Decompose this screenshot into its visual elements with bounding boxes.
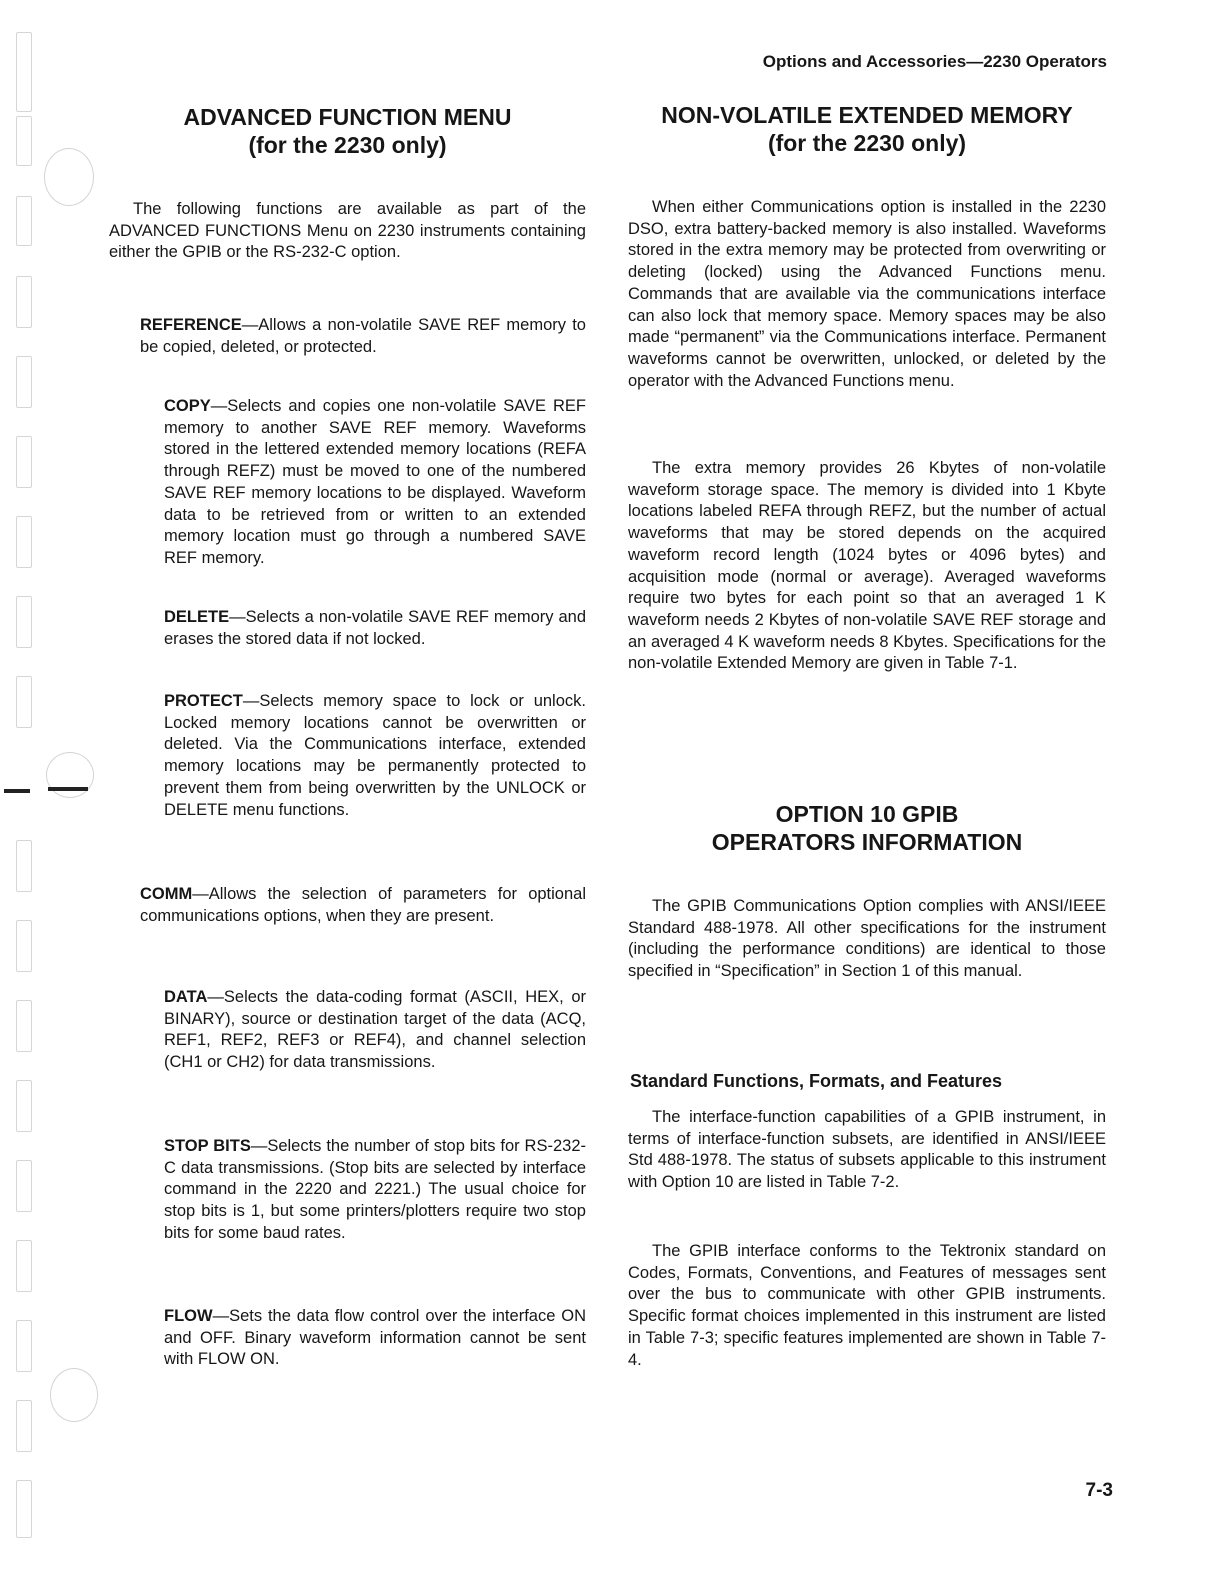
punch-hole bbox=[50, 1368, 98, 1422]
margin-mark bbox=[4, 789, 30, 793]
punch-hole bbox=[46, 752, 94, 798]
binder-tab bbox=[16, 840, 32, 892]
binder-tab bbox=[16, 276, 32, 328]
copy-entry: COPY—Selects and copies one non-volatile SAVE REF memory to another SAVE REF memory. Waveforms stored in the lettered extended memory locations (REFA through REFZ) must be moved to one of the numbered SAVE REF memory locations to be displayed. Waveform data to be retrieved from or written to an extended memory location must go through a numbered SAVE REF memory. bbox=[164, 397, 586, 567]
binder-tab bbox=[16, 1240, 32, 1292]
protect-entry: PROTECT—Selects memory space to lock or unlock. Locked memory locations cannot be overwritten or deleted. Via the Communications interface, extended memory locations may be permanently protected to prevent them from being overwritten by the UNLOCK or DELETE menu functions. bbox=[164, 692, 586, 819]
margin-mark bbox=[48, 787, 88, 791]
flow-entry: FLOW—Sets the data flow control over the interface ON and OFF. Binary waveform information cannot be sent with FLOW ON. bbox=[164, 1307, 586, 1369]
binder-tab bbox=[16, 196, 32, 246]
page-number: 7-3 bbox=[1085, 1480, 1113, 1501]
binder-tab bbox=[16, 516, 32, 568]
stop-bits-entry: STOP BITS—Selects the number of stop bits for RS-232-C data transmissions. (Stop bits are selected by interface command in the 2220 and 2221.) The usual choice for stop bits is 1, but some printers/plotters require two stop bits for some baud rates. bbox=[164, 1137, 586, 1242]
gpib-compliance-paragraph: The GPIB Communications Option complies with ANSI/IEEE Standard 488-1978. All other specifications for the instrument (including the performance conditions) are identical to those specified in “Specification” in Section 1 of this manual. bbox=[628, 897, 1106, 981]
binder-tab bbox=[16, 676, 32, 728]
punch-hole bbox=[44, 148, 94, 206]
binder-tab bbox=[16, 1400, 32, 1452]
binder-tab bbox=[16, 32, 32, 112]
comm-entry: COMM—Allows the selection of parameters for optional communications options, when they are present. bbox=[140, 885, 586, 925]
data-entry: DATA—Selects the data-coding format (ASCII, HEX, or BINARY), source or destination target of the data (ACQ, REF1, REF2, REF3 or REF4), and channel selection (CH1 or CH2) for data transmissions. bbox=[164, 988, 586, 1072]
binder-tab bbox=[16, 1480, 32, 1538]
binder-tab bbox=[16, 356, 32, 408]
delete-entry: DELETE—Selects a non-volatile SAVE REF memory and erases the stored data if not locked. bbox=[164, 608, 586, 648]
interface-functions-paragraph: The interface-function capabilities of a GPIB instrument, in terms of interface-function subsets, are identified in ANSI/IEEE Std 488-1978. The status of subsets applicable to this instrument with Option 10 are listed in Table 7-2. bbox=[628, 1108, 1106, 1192]
binder-tab bbox=[16, 1000, 32, 1052]
binder-tab bbox=[16, 1320, 32, 1372]
binder-tab bbox=[16, 1160, 32, 1212]
binder-tab bbox=[16, 596, 32, 648]
extended-memory-title: NON-VOLATILE EXTENDED MEMORY (for the 2230 only) bbox=[661, 102, 1073, 156]
standard-functions-subhead: Standard Functions, Formats, and Features bbox=[630, 1071, 1003, 1091]
binder-tab bbox=[16, 436, 32, 488]
extended-memory-paragraph-2: The extra memory provides 26 Kbytes of non-volatile waveform storage space. The memory is divided into 1 Kbyte locations labeled REFA through REFZ, but the number of actual waveforms that may be stored depends on the acquired waveform record length (1024 bytes or 4096 bytes) and acquisition mode (normal or average). Averaged waveforms require two bytes for each point so that an averaged 1 K waveform needs 2 Kbytes of non-volatile SAVE REF storage and an averaged 4 K waveform needs 8 Kbytes. Specifications for the non-volatile Extended Memory are given in Table 7-1. bbox=[628, 459, 1106, 673]
gpib-conformance-paragraph: The GPIB interface conforms to the Tektronix standard on Codes, Formats, Conventions, and Features of messages sent over the bus to communicate with other GPIB instruments. Specific format choices implemented in this instrument are listed in Table 7-3; specific features implemented are shown in Table 7-4. bbox=[628, 1242, 1106, 1369]
extended-memory-paragraph-1: When either Communications option is installed in the 2230 DSO, extra battery-backed memory is also installed. Waveforms stored in the extra memory may be protected from overwriting or deleting (locked) using the Advanced Functions menu. Commands that are available via the communications interface can also lock that memory space. Memory spaces may be also made “permanent” via the Communications interface. Permanent waveforms cannot be overwritten, unlocked, or deleted by the operator with the Advanced Functions menu. bbox=[628, 198, 1106, 390]
binder-tab bbox=[16, 116, 32, 166]
advanced-function-menu-title: ADVANCED FUNCTION MENU (for the 2230 only) bbox=[183, 104, 512, 158]
reference-entry: REFERENCE—Allows a non-volatile SAVE REF memory to be copied, deleted, or protected. bbox=[140, 316, 586, 356]
binder-tab bbox=[16, 920, 32, 972]
option-10-title: OPTION 10 GPIB OPERATORS INFORMATION bbox=[711, 801, 1023, 855]
running-head: Options and Accessories—2230 Operators bbox=[762, 52, 1107, 71]
intro-paragraph: The following functions are available as part of the ADVANCED FUNCTIONS Menu on 2230 instruments containing either the GPIB or the RS-232-C option. bbox=[109, 200, 586, 262]
binder-tab bbox=[16, 1080, 32, 1132]
